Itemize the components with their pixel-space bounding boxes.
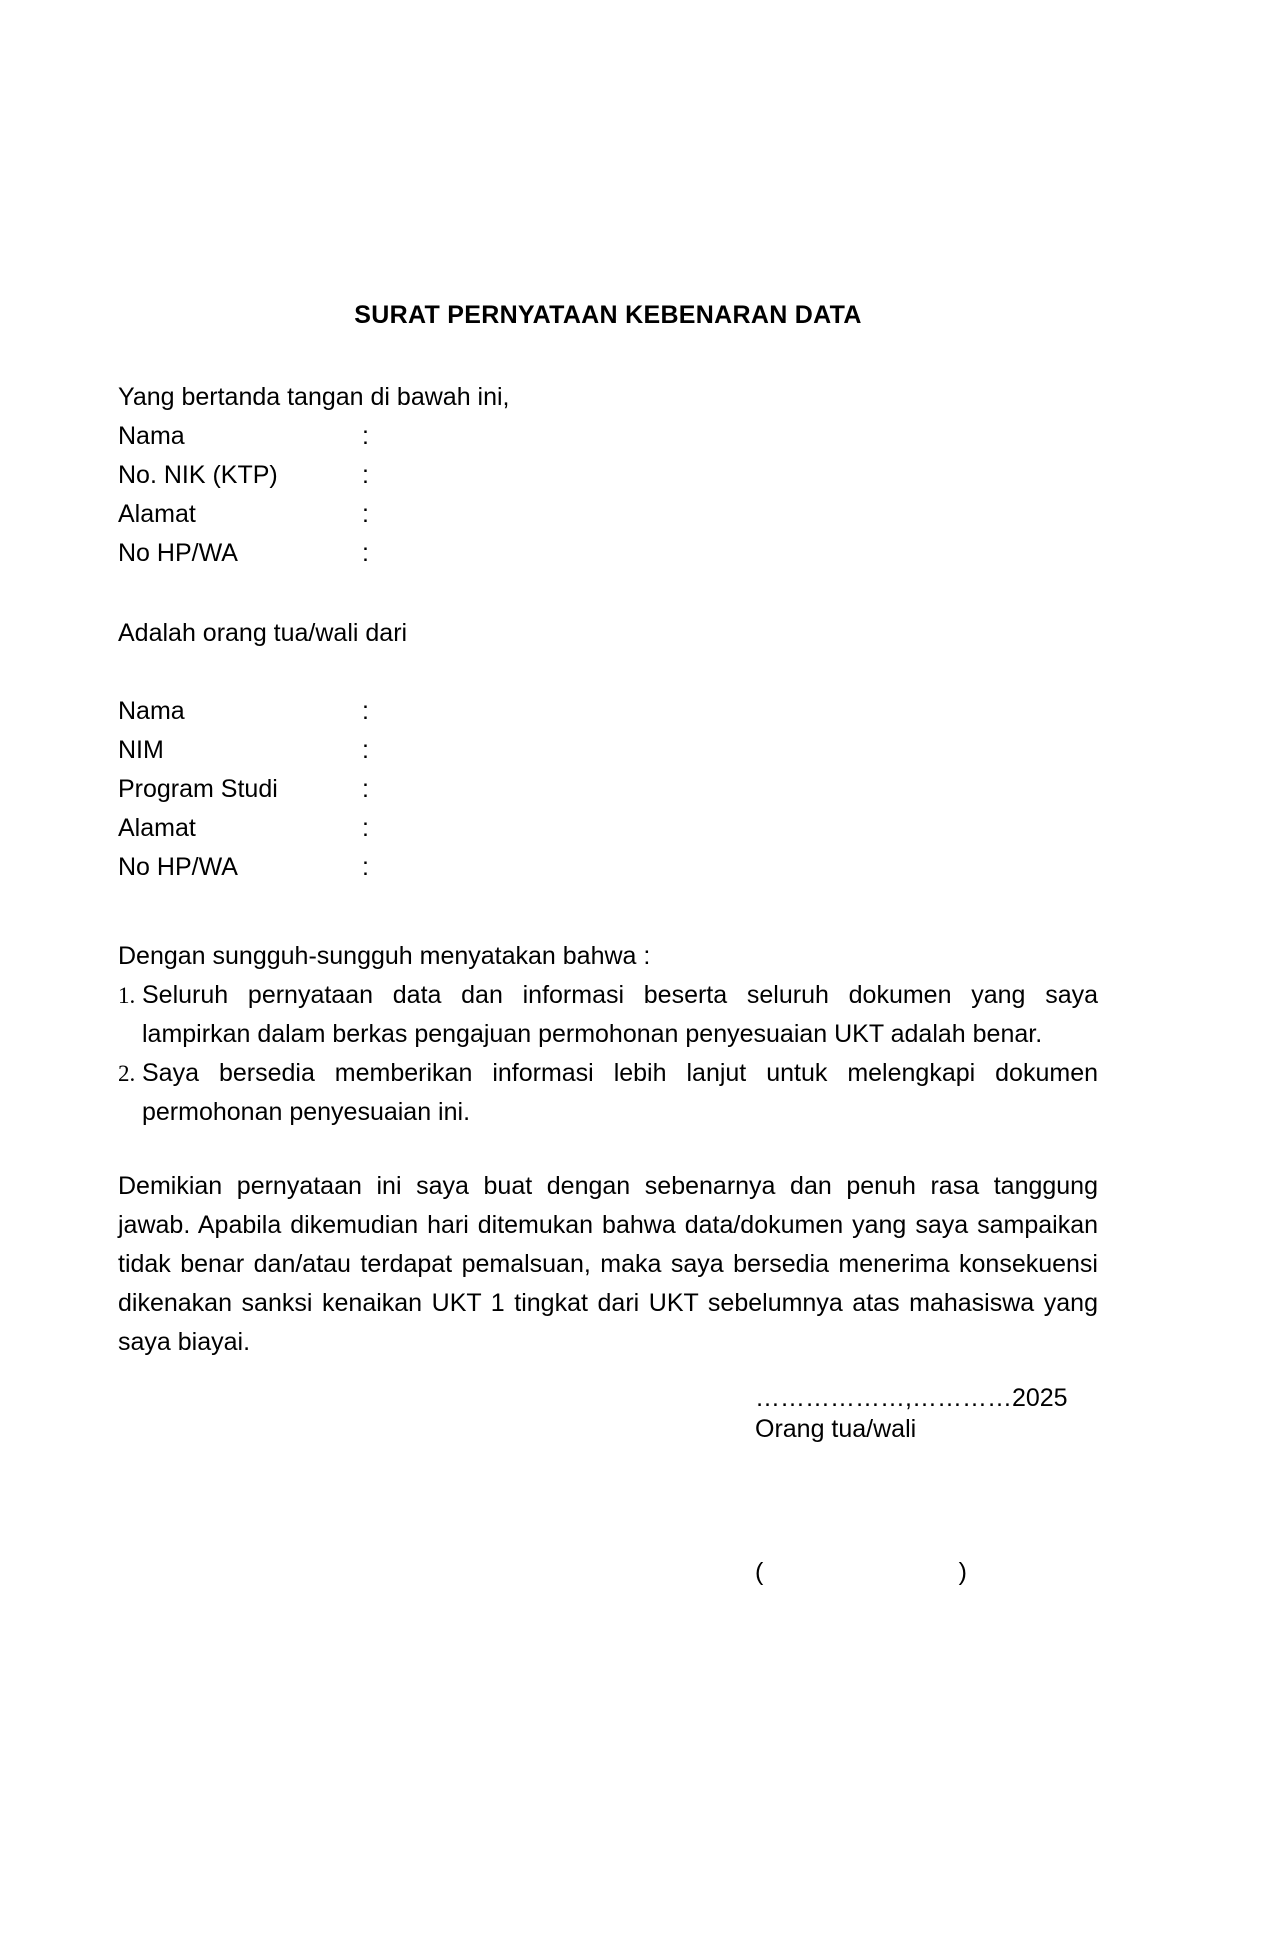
field-colon: :: [362, 736, 369, 764]
field-colon: :: [362, 697, 369, 725]
signature-block: [755, 1383, 1100, 1588]
field-colon: :: [362, 422, 369, 450]
statement-item-1: [118, 976, 1098, 1054]
field-colon: :: [362, 461, 369, 489]
field-label: No HP/WA: [118, 853, 238, 881]
field-row-student-alamat: [118, 809, 1098, 848]
field-row-parent-hp: [118, 534, 1098, 573]
field-label: No. NIK (KTP): [118, 461, 278, 489]
field-label: Program Studi: [118, 775, 278, 803]
student-identity-fields: [118, 692, 1098, 887]
field-row-parent-alamat: [118, 495, 1098, 534]
field-row-student-nim: [118, 731, 1098, 770]
field-colon: :: [362, 539, 369, 567]
signature-name-line: [755, 1557, 967, 1588]
closing-paragraph: Demikian pernyataan ini saya buat dengan sebenarnya dan penuh rasa tanggung jawab. Apabila dikemudian hari ditemukan bahwa data/dokumen yang saya sampaikan tidak benar dan/atau terdapat pemalsuan, maka saya bersedia menerima konsekuensi dikenakan sanksi kenaikan UKT 1 tingkat dari UKT sebelumnya atas mahasiswa yang saya biayai.: [118, 1172, 1098, 1356]
relation-line: Adalah orang tua/wali dari: [118, 619, 408, 647]
field-value: [382, 848, 1098, 887]
statement-number: 2.: [118, 1061, 136, 1086]
field-value: [382, 731, 1098, 770]
field-row-parent-nik: [118, 456, 1098, 495]
field-value: [382, 456, 1098, 495]
close-paren: ): [958, 1558, 967, 1586]
field-row-student-hp: [118, 848, 1098, 887]
field-value: [382, 495, 1098, 534]
document-title: SURAT PERNYATAAN KEBENARAN DATA: [354, 301, 862, 329]
field-label: Alamat: [118, 500, 196, 528]
field-value: [382, 417, 1098, 456]
field-row-student-nama: [118, 692, 1098, 731]
field-row-student-prodi: [118, 770, 1098, 809]
field-colon: :: [362, 853, 369, 881]
field-value: [382, 534, 1098, 573]
signature-date-line: ………………,…………2025: [755, 1384, 1068, 1412]
statement-list: [118, 976, 1098, 1132]
field-colon: :: [362, 775, 369, 803]
intro-line: Yang bertanda tangan di bawah ini,: [118, 383, 510, 411]
field-value: [382, 770, 1098, 809]
field-value: [382, 809, 1098, 848]
statement-text: Saya bersedia memberikan informasi lebih lanjut untuk melengkapi dokumen permohonan penyesuaian ini.: [142, 1059, 1098, 1126]
field-value: [382, 692, 1098, 731]
field-label: Nama: [118, 422, 185, 450]
field-label: No HP/WA: [118, 539, 238, 567]
signature-role-line: Orang tua/wali: [755, 1415, 917, 1443]
field-colon: :: [362, 500, 369, 528]
field-label: NIM: [118, 736, 164, 764]
statement-text: Seluruh pernyataan data dan informasi beserta seluruh dokumen yang saya lampirkan dalam berkas pengajuan permohonan penyesuaian UKT adalah benar.: [142, 981, 1098, 1048]
field-label: Nama: [118, 697, 185, 725]
field-colon: :: [362, 814, 369, 842]
statement-item-2: [118, 1054, 1098, 1132]
parent-identity-fields: [118, 417, 1098, 573]
open-paren: (: [755, 1558, 764, 1586]
statement-number: 1.: [118, 983, 136, 1008]
statement-intro-line: Dengan sungguh-sungguh menyatakan bahwa :: [118, 942, 651, 970]
field-label: Alamat: [118, 814, 196, 842]
field-row-parent-nama: [118, 417, 1098, 456]
